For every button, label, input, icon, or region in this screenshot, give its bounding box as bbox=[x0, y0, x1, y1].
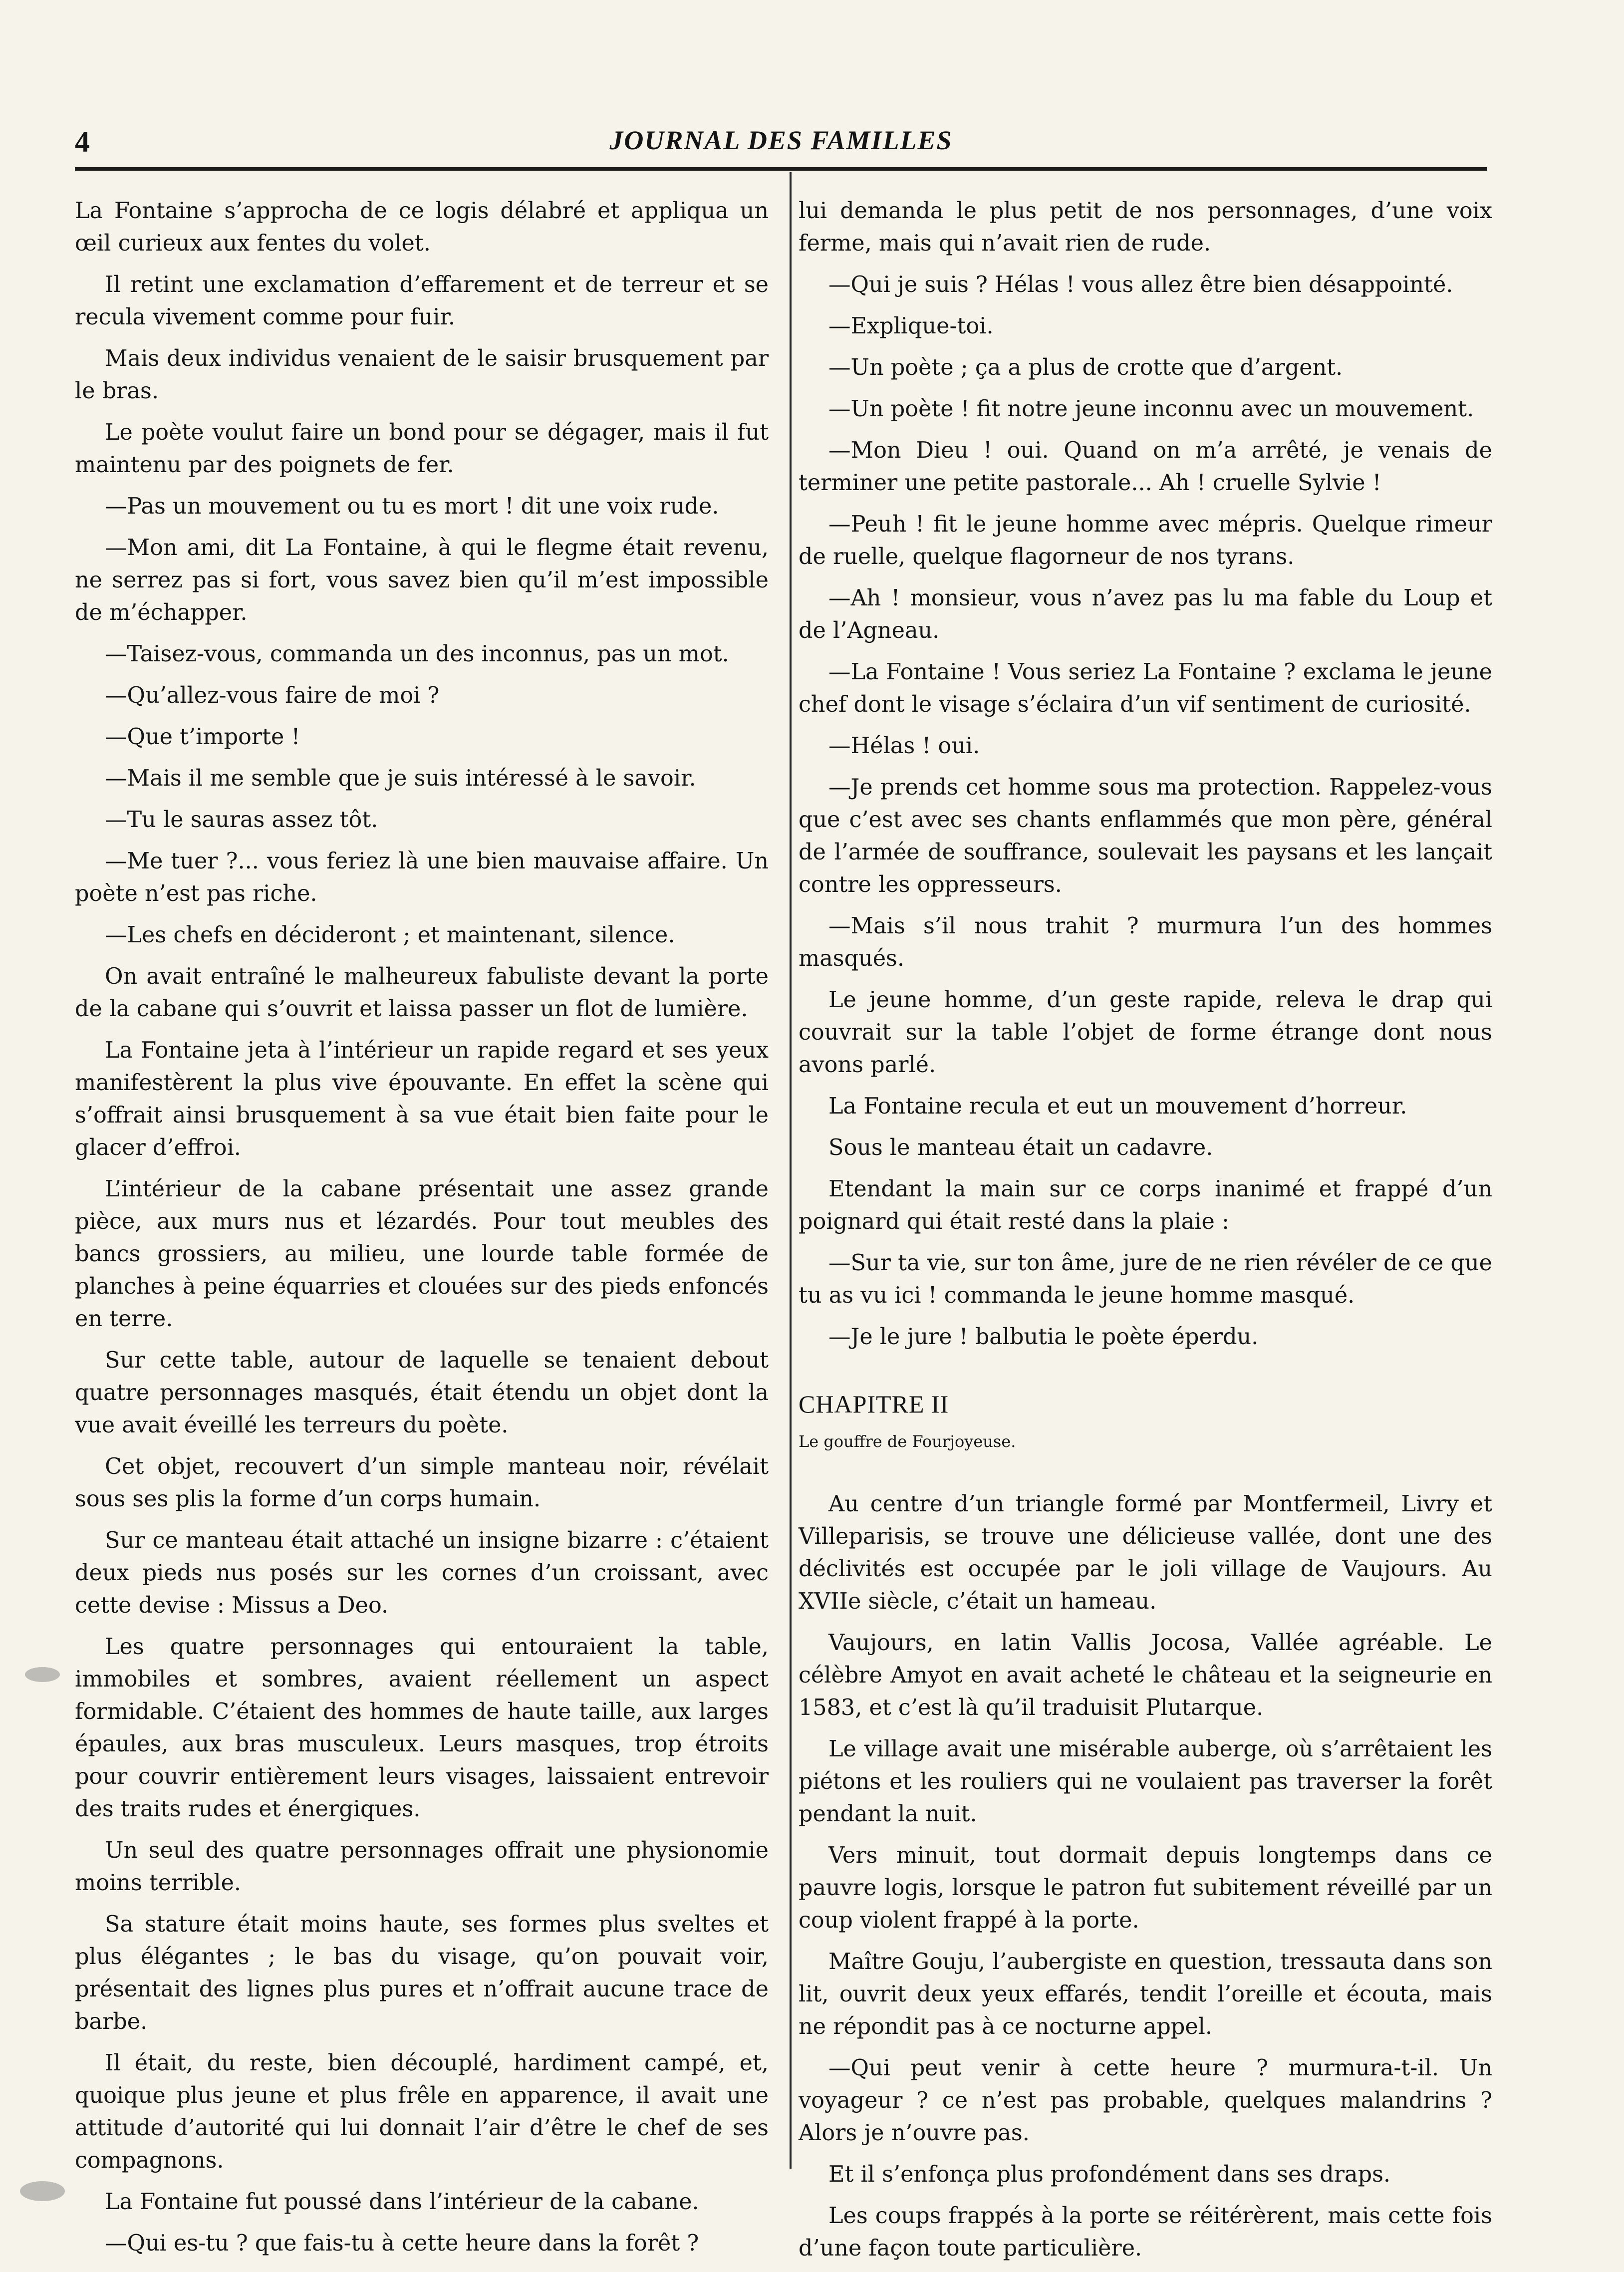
paragraph: Cet objet, recouvert d’un simple manteau noir, révélait sous ses plis la forme d’un corps humain. bbox=[75, 1454, 769, 1512]
paragraph: —Qui es-tu ? que fais-tu à cette heure dans la forêt ? bbox=[105, 2231, 699, 2256]
ink-smudge bbox=[20, 2181, 65, 2201]
chapter-title: CHAPITRE II bbox=[799, 1390, 949, 1418]
paragraph: Les quatre personnages qui entouraient la table, immobiles et sombres, avaient réellement un aspect formidable. C’étaient des hommes de haute taille, aux larges épaules, aux bras musculeux. Leurs masques, trop étroits pour couvrir entièrement leurs visages, laissaient entrevoir des traits rudes et énergiques. bbox=[75, 1634, 769, 1822]
page-number: 4 bbox=[75, 125, 90, 158]
paragraph: La Fontaine fut poussé dans l’intérieur de la cabane. bbox=[105, 2189, 699, 2215]
paragraph: —La Fontaine ! Vous seriez La Fontaine ? exclama le jeune chef dont le visage s’éclaira d’un vif sentiment de curiosité. bbox=[799, 659, 1492, 717]
paragraph: —Ah ! monsieur, vous n’avez pas lu ma fable du Loup et de l’Agneau. bbox=[799, 585, 1492, 643]
paragraph: Les coups frappés à la porte se réitérèrent, mais cette fois d’une façon toute particulière. bbox=[799, 2203, 1492, 2261]
column-divider bbox=[790, 172, 792, 2169]
right-column bbox=[799, 195, 1492, 2261]
paragraph: Le poète voulut faire un bond pour se dégager, mais il fut maintenu par des poignets de fer. bbox=[75, 420, 769, 478]
paragraph: —Mon Dieu ! oui. Quand on m’a arrêté, je venais de terminer une petite pastorale... Ah ! cruelle Sylvie ! bbox=[799, 438, 1492, 496]
paragraph: Il retint une exclamation d’effarement et de terreur et se recula vivement comme pour fuir. bbox=[75, 272, 769, 330]
paragraph: lui demanda le plus petit de nos personnages, d’une voix ferme, mais qui n’avait rien de rude. bbox=[799, 198, 1492, 256]
paragraph: —Explique-toi. bbox=[828, 313, 994, 339]
paragraph: —Les chefs en décideront ; et maintenant, silence. bbox=[105, 922, 675, 948]
paragraph: La Fontaine jeta à l’intérieur un rapide regard et ses yeux manifestèrent la plus vive épouvante. En effet la scène qui s’offrait ainsi brusquement à sa vue était bien faite pour le glacer d’effroi. bbox=[75, 1038, 769, 1160]
paragraph: —Qu’allez-vous faire de moi ? bbox=[105, 683, 440, 708]
paragraph: La Fontaine recula et eut un mouvement d’horreur. bbox=[828, 1094, 1407, 1119]
paragraph: —Que t’importe ! bbox=[105, 724, 300, 750]
paragraph: Etendant la main sur ce corps inanimé et frappé d’un poignard qui était resté dans la plaie : bbox=[799, 1176, 1492, 1234]
paragraph: —Mais s’il nous trahit ? murmura l’un des hommes masqués. bbox=[799, 913, 1492, 971]
paragraph: —Hélas ! oui. bbox=[828, 733, 980, 759]
paragraph: Sa stature était moins haute, ses formes plus sveltes et plus élégantes ; le bas du visage, qu’on pouvait voir, présentait des lignes plus pures et n’offrait aucune trace de barbe. bbox=[75, 1912, 769, 2034]
page-header bbox=[75, 120, 1487, 170]
paragraph: La Fontaine s’approcha de ce logis délabré et appliqua un œil curieux aux fentes du volet. bbox=[75, 198, 769, 256]
paragraph: Sous le manteau était un cadavre. bbox=[828, 1135, 1213, 1160]
journal-title: JOURNAL DES FAMILLES bbox=[609, 125, 953, 155]
paragraph: —Taisez-vous, commanda un des inconnus, pas un mot. bbox=[105, 641, 729, 667]
paragraph: On avait entraîné le malheureux fabuliste devant la porte de la cabane qui s’ouvrit et laissa passer un flot de lumière. bbox=[75, 964, 769, 1022]
paragraph: —Je prends cet homme sous ma protection. Rappelez-vous que c’est avec ses chants enflammés que mon père, général de l’armée de souffrance, soulevait les paysans et les lançait contre les oppresseurs. bbox=[799, 775, 1492, 897]
paragraph: Vers minuit, tout dormait depuis longtemps dans ce pauvre logis, lorsque le patron fut subitement réveillé par un coup violent frappé à la porte. bbox=[799, 1843, 1492, 1933]
chapter-subtitle: Le gouffre de Fourjoyeuse. bbox=[799, 1432, 1016, 1451]
paragraph: Sur ce manteau était attaché un insigne bizarre : c’étaient deux pieds nus posés sur les cornes d’un croissant, avec cette devise : Missus a Deo. bbox=[75, 1528, 769, 1618]
paragraph: —Un poète ; ça a plus de crotte que d’argent. bbox=[828, 355, 1343, 380]
header-rule bbox=[75, 167, 1487, 171]
paragraph: Et il s’enfonça plus profondément dans ses draps. bbox=[828, 2162, 1391, 2187]
ink-smudge bbox=[25, 1667, 60, 1682]
paragraph: —Sur ta vie, sur ton âme, jure de ne rien révéler de ce que tu as vu ici ! commanda le jeune homme masqué. bbox=[799, 1250, 1492, 1308]
paragraph: —Je le jure ! balbutia le poète éperdu. bbox=[828, 1324, 1259, 1350]
paragraph: —Mon ami, dit La Fontaine, à qui le flegme était revenu, ne serrez pas si fort, vous savez bien qu’il m’est impossible de m’échapper. bbox=[75, 535, 769, 625]
paragraph: Le village avait une misérable auberge, où s’arrêtaient les piétons et les rouliers qui ne voulaient pas traverser la forêt pendant la nuit. bbox=[799, 1736, 1492, 1827]
paragraph: —Pas un mouvement ou tu es mort ! dit une voix rude. bbox=[105, 494, 719, 519]
paragraph: —Mais il me semble que je suis intéressé à le savoir. bbox=[105, 766, 696, 791]
paragraph: Maître Gouju, l’aubergiste en question, tressauta dans son lit, ouvrit deux yeux effarés, tendit l’oreille et écouta, mais ne répondit pas à ce nocturne appel. bbox=[799, 1949, 1492, 2039]
paragraph: Il était, du reste, bien découplé, hardiment campé, et, quoique plus jeune et plus frêle en apparence, il avait une attitude d’autorité qui lui donnait l’air d’être le chef de ses compagnons. bbox=[75, 2050, 769, 2173]
paragraph: —Qui peut venir à cette heure ? murmura-t-il. Un voyageur ? ce n’est pas probable, quelques malandrins ? Alors je n’ouvre pas. bbox=[799, 2055, 1492, 2146]
paragraph: Un seul des quatre personnages offrait une physionomie moins terrible. bbox=[75, 1838, 769, 1896]
paragraph: —Tu le sauras assez tôt. bbox=[105, 807, 378, 833]
paragraph: —Peuh ! fit le jeune homme avec mépris. Quelque rimeur de ruelle, quelque flagorneur de nos tyrans. bbox=[799, 512, 1492, 569]
left-column bbox=[75, 195, 769, 2256]
paragraph: —Me tuer ?... vous feriez là une bien mauvaise affaire. Un poète n’est pas riche. bbox=[75, 849, 769, 906]
paragraph: Mais deux individus venaient de le saisir brusquement par le bras. bbox=[75, 346, 769, 404]
paragraph: Vaujours, en latin Vallis Jocosa, Vallée agréable. Le célèbre Amyot en avait acheté le château et la seigneurie en 1583, et c’est là qu’il traduisit Plutarque. bbox=[799, 1630, 1492, 1720]
paragraph: Sur cette table, autour de laquelle se tenaient debout quatre personnages masqués, était étendu un objet dont la vue avait éveillé les terreurs du poète. bbox=[75, 1348, 769, 1438]
paragraph: Au centre d’un triangle formé par Montfermeil, Livry et Villeparisis, se trouve une délicieuse vallée, dont une des déclivités est occupée par le joli village de Vaujours. Au XVIIe siècle, c’était un hameau. bbox=[799, 1491, 1492, 1614]
paragraph: —Un poète ! fit notre jeune inconnu avec un mouvement. bbox=[828, 396, 1474, 422]
paragraph: Le jeune homme, d’un geste rapide, releva le drap qui couvrait sur la table l’objet de forme étrange dont nous avons parlé. bbox=[799, 987, 1492, 1078]
paragraph: —Qui je suis ? Hélas ! vous allez être bien désappointé. bbox=[828, 272, 1453, 297]
paragraph: L’intérieur de la cabane présentait une assez grande pièce, aux murs nus et lézardés. Pour tout meubles des bancs grossiers, au milieu, une lourde table formée de planches à peine équarries et clouées sur des pieds enfoncés en terre. bbox=[75, 1176, 769, 1332]
